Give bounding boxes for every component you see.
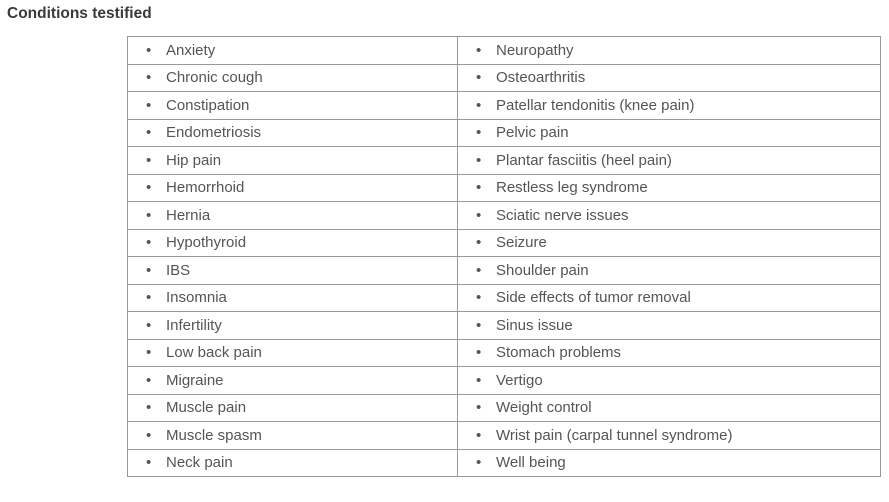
bullet-icon: • — [476, 261, 482, 279]
bullet-icon: • — [146, 151, 152, 169]
condition-cell-left — [128, 422, 458, 450]
condition-cell-right — [458, 394, 881, 422]
bullet-icon: • — [476, 399, 482, 417]
condition-cell-right — [458, 64, 881, 92]
bullet-icon: • — [146, 426, 152, 444]
table-row — [128, 174, 881, 202]
condition-name: Muscle pain — [166, 399, 247, 417]
bullet-icon: • — [476, 454, 482, 472]
condition-cell-left — [128, 229, 458, 257]
bullet-icon: • — [476, 179, 482, 197]
table-row — [128, 64, 881, 92]
condition-name: Seizure — [496, 234, 547, 252]
condition-cell-right — [458, 147, 881, 175]
bullet-icon: • — [146, 96, 152, 114]
condition-name: Osteoarthritis — [496, 69, 586, 87]
bullet-icon: • — [146, 234, 152, 252]
table-row — [128, 229, 881, 257]
table-row — [128, 147, 881, 175]
condition-name: Pelvic pain — [496, 124, 569, 142]
condition-cell-left — [128, 449, 458, 477]
table-row — [128, 202, 881, 230]
condition-cell-right — [458, 119, 881, 147]
condition-name: Hemorrhoid — [166, 179, 245, 197]
bullet-icon: • — [146, 179, 152, 197]
condition-name: Stomach problems — [496, 344, 622, 362]
condition-cell-right — [458, 449, 881, 477]
condition-name: Hip pain — [166, 151, 222, 169]
condition-name: Patellar tendonitis (knee pain) — [496, 96, 695, 114]
table-row — [128, 92, 881, 120]
condition-name: Infertility — [166, 316, 222, 334]
table-row — [128, 394, 881, 422]
condition-cell-left — [128, 92, 458, 120]
bullet-icon: • — [146, 41, 152, 59]
table-row — [128, 284, 881, 312]
condition-name: Hernia — [166, 206, 211, 224]
bullet-icon: • — [146, 371, 152, 389]
bullet-icon: • — [476, 69, 482, 87]
condition-cell-right — [458, 174, 881, 202]
table-row — [128, 312, 881, 340]
condition-name: Side effects of tumor removal — [496, 289, 691, 307]
condition-cell-right — [458, 284, 881, 312]
bullet-icon: • — [476, 316, 482, 334]
condition-name: Restless leg syndrome — [496, 179, 648, 197]
bullet-icon: • — [476, 426, 482, 444]
bullet-icon: • — [476, 41, 482, 59]
condition-cell-left — [128, 257, 458, 285]
condition-cell-left — [128, 312, 458, 340]
bullet-icon: • — [146, 124, 152, 142]
condition-cell-right — [458, 92, 881, 120]
condition-cell-left — [128, 202, 458, 230]
bullet-icon: • — [476, 234, 482, 252]
condition-name: Low back pain — [166, 344, 262, 362]
bullet-icon: • — [476, 96, 482, 114]
condition-name: Sinus issue — [496, 316, 573, 334]
condition-cell-right — [458, 229, 881, 257]
condition-cell-right — [458, 37, 881, 65]
condition-name: Plantar fasciitis (heel pain) — [496, 151, 672, 169]
condition-cell-left — [128, 119, 458, 147]
condition-name: Chronic cough — [166, 69, 263, 87]
condition-name: Anxiety — [166, 41, 216, 59]
bullet-icon: • — [146, 454, 152, 472]
bullet-icon: • — [476, 289, 482, 307]
condition-name: Migraine — [166, 371, 224, 389]
condition-cell-left — [128, 37, 458, 65]
condition-cell-left — [128, 64, 458, 92]
condition-cell-right — [458, 339, 881, 367]
condition-name: Vertigo — [496, 371, 543, 389]
condition-name: Insomnia — [166, 289, 227, 307]
condition-cell-right — [458, 367, 881, 395]
bullet-icon: • — [476, 344, 482, 362]
conditions-table-body — [128, 37, 881, 477]
condition-name: Endometriosis — [166, 124, 262, 142]
condition-name: IBS — [166, 261, 191, 279]
table-row — [128, 257, 881, 285]
condition-name: Sciatic nerve issues — [496, 206, 629, 224]
condition-name: Muscle spasm — [166, 426, 262, 444]
bullet-icon: • — [146, 261, 152, 279]
condition-name: Weight control — [496, 399, 592, 417]
table-row — [128, 449, 881, 477]
table-row — [128, 37, 881, 65]
bullet-icon: • — [146, 344, 152, 362]
table-row — [128, 367, 881, 395]
bullet-icon: • — [476, 151, 482, 169]
bullet-icon: • — [146, 69, 152, 87]
bullet-icon: • — [476, 206, 482, 224]
table-row — [128, 119, 881, 147]
table-row — [128, 339, 881, 367]
condition-name: Neck pain — [166, 454, 233, 472]
condition-name: Constipation — [166, 96, 250, 114]
condition-cell-left — [128, 367, 458, 395]
section-heading: Conditions testified — [7, 5, 152, 22]
condition-cell-right — [458, 312, 881, 340]
bullet-icon: • — [476, 371, 482, 389]
bullet-icon: • — [146, 289, 152, 307]
bullet-icon: • — [146, 316, 152, 334]
bullet-icon: • — [476, 124, 482, 142]
bullet-icon: • — [146, 206, 152, 224]
condition-cell-left — [128, 284, 458, 312]
condition-name: Shoulder pain — [496, 261, 589, 279]
bullet-icon: • — [146, 399, 152, 417]
condition-cell-left — [128, 147, 458, 175]
condition-name: Well being — [496, 454, 566, 472]
condition-name: Neuropathy — [496, 41, 574, 59]
condition-name: Wrist pain (carpal tunnel syndrome) — [496, 426, 733, 444]
condition-cell-right — [458, 422, 881, 450]
condition-cell-left — [128, 174, 458, 202]
condition-name: Hypothyroid — [166, 234, 247, 252]
table-row — [128, 422, 881, 450]
condition-cell-left — [128, 339, 458, 367]
condition-cell-right — [458, 257, 881, 285]
condition-cell-left — [128, 394, 458, 422]
condition-cell-right — [458, 202, 881, 230]
conditions-table — [127, 36, 881, 477]
